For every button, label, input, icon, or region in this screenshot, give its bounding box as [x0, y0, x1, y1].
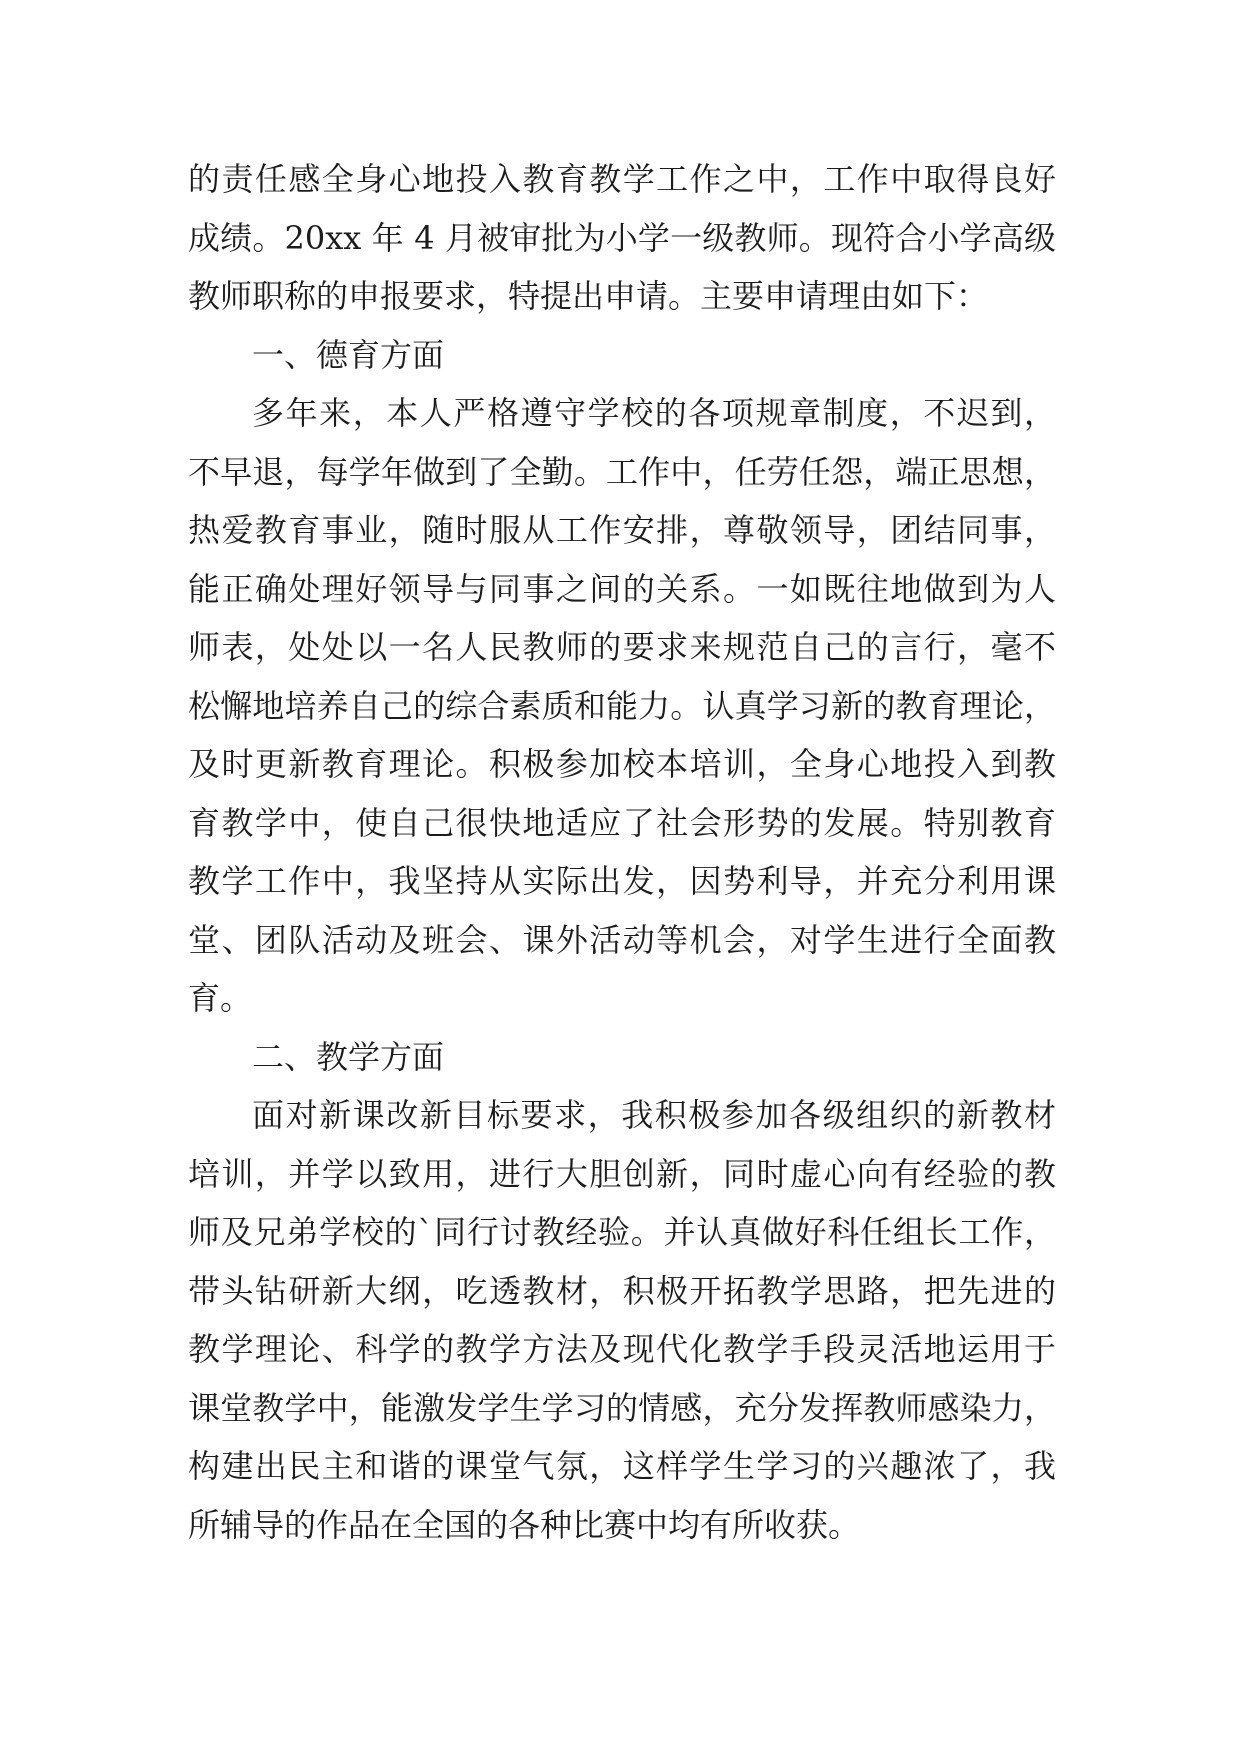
intro-paragraph [188, 150, 1056, 326]
text-line: 构建出民主和谐的课堂气氛，这样学生学习的兴趣浓了，我 [188, 1447, 1056, 1485]
text-line: 面对新课改新目标要求，我积极参加各级组织的新教材 [252, 1096, 1056, 1134]
section-heading-moral-education: 一、德育方面 [252, 335, 445, 374]
text-line: 课堂教学中，能激发学生学习的情感，充分发挥教师感染力， [188, 1388, 1056, 1427]
text-line: 的责任感全身心地投入教育教学工作之中，工作中取得良好 [188, 160, 1056, 198]
text-line: 能正确处理好领导与同事之间的关系。一如既往地做到为人 [188, 569, 1056, 608]
text-line: 堂、团队活动及班会、课外活动等机会，对学生进行全面教 [188, 920, 1056, 959]
section-heading-teaching: 二、教学方面 [252, 1037, 445, 1076]
text-line: 成绩。20xx 年 4 月被审批为小学一级教师。现符合小学高级 [188, 218, 1056, 257]
text-line: 热爱教育事业，随时服从工作安排，尊敬领导，团结同事， [188, 511, 1056, 549]
text-line: 及时更新教育理论。积极参加校本培训，全身心地投入到教 [188, 745, 1056, 783]
text-line: 多年来，本人严格遵守学校的各项规章制度，不迟到， [252, 394, 1056, 432]
moral-education-paragraph [188, 384, 1056, 1028]
text-line: 师表，处处以一名人民教师的要求来规范自己的言行，毫不 [188, 628, 1056, 666]
text-line: 带头钻研新大纲，吃透教材，积极开拓教学思路，把先进的 [188, 1271, 1056, 1310]
document-body [188, 150, 1056, 1554]
text-line: 育。 [188, 979, 253, 1017]
text-line: 教师职称的申报要求，特提出申请。主要申请理由如下： [188, 277, 989, 315]
text-line: 教学工作中，我坚持从实际出发，因势利导，并充分利用课 [188, 862, 1056, 900]
teaching-paragraph [188, 1086, 1056, 1554]
text-line: 师及兄弟学校的`同行讨教经验。并认真做好科任组长工作， [188, 1213, 1056, 1251]
text-line: 育教学中，使自己很快地适应了社会形势的发展。特别教育 [188, 803, 1056, 842]
text-line: 松懈地培养自己的综合素质和能力。认真学习新的教育理论， [188, 686, 1056, 725]
text-line: 培训，并学以致用，进行大胆创新，同时虚心向有经验的教 [188, 1154, 1056, 1193]
text-line: 教学理论、科学的教学方法及现代化教学手段灵活地运用于 [188, 1330, 1056, 1368]
text-line: 所辅导的作品在全国的各种比赛中均有所收获。 [188, 1505, 861, 1544]
text-line: 不早退，每学年做到了全勤。工作中，任劳任怨，端正思想， [188, 452, 1056, 491]
